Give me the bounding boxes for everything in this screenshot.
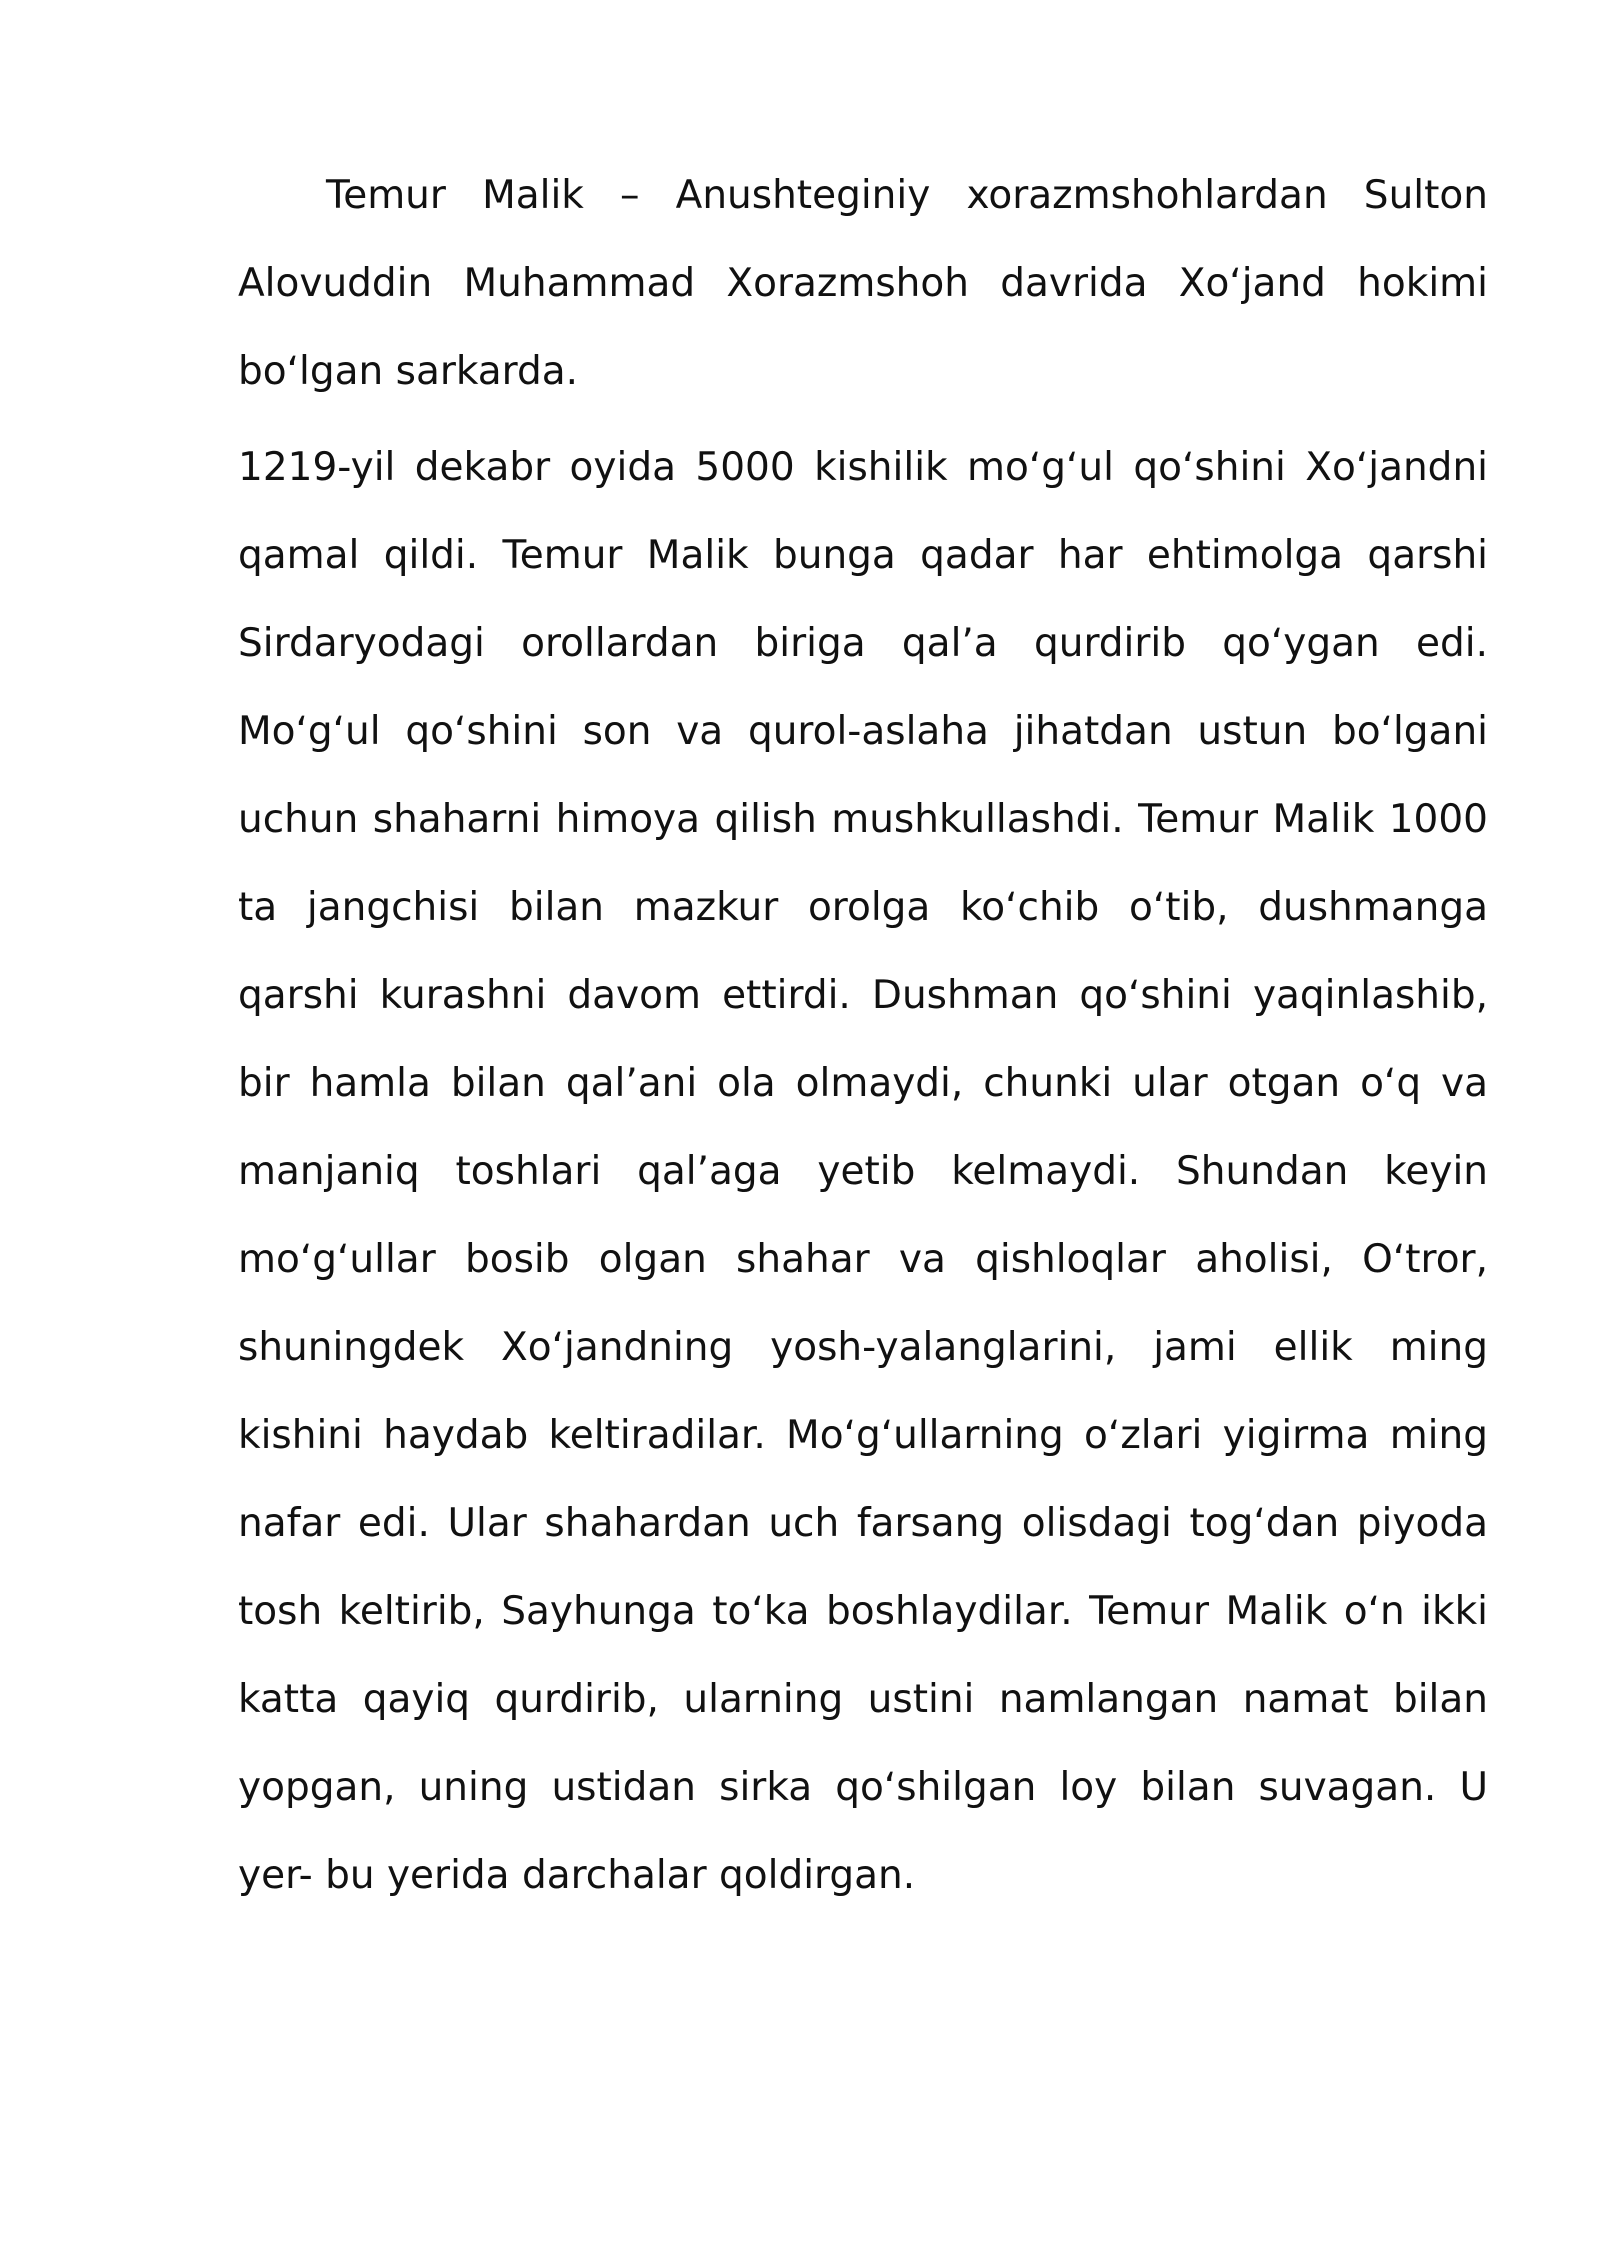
- document-body: [238, 152, 1488, 1920]
- paragraph-siege: 1219-yil dekabr oyida 5000 kishilik mo‘g‘ul qo‘shini Xo‘jandni qamal qildi. Temur Malik bunga qadar har ehtimolga qarshi Sirdaryodagi orollardan biriga qal’a qurdirib qo‘ygan edi. Mo‘g‘ul qo‘shini son va qurol-aslaha jihatdan ustun bo‘lgani uchun shaharni himoya qilish mushkullashdi. Temur Malik 1000 ta jangchisi bilan mazkur orolga ko‘chib o‘tib, dushmanga qarshi kurashni davom ettirdi. Dushman qo‘shini yaqinlashib, bir hamla bilan qal’ani ola olmaydi, chunki ular otgan o‘q va manjaniq toshlari qal’aga yetib kelmaydi. Shundan keyin mo‘g‘ullar bosib olgan shahar va qishloqlar aholisi, O‘tror, shuningdek Xo‘jandning yosh-yalanglarini, jami ellik ming kishini haydab keltiradilar. Mo‘g‘ullarning o‘zlari yigirma ming nafar edi. Ular shahardan uch farsang olisdagi tog‘dan piyoda tosh keltirib, Sayhunga to‘ka boshlaydilar. Temur Malik o‘n ikki katta qayiq qurdirib, ularning ustini namlangan namat bilan yopgan, uning ustidan sirka qo‘shilgan loy bilan suvagan. U yer- bu yerida darchalar qoldirgan.: [238, 445, 1488, 1898]
- paragraph-intro: Temur Malik – Anushteginiy xorazmshohlardan Sulton Alovuddin Muhammad Xorazmshoh davrida Xo‘jand hokimi bo‘lgan sarkarda.: [238, 173, 1488, 394]
